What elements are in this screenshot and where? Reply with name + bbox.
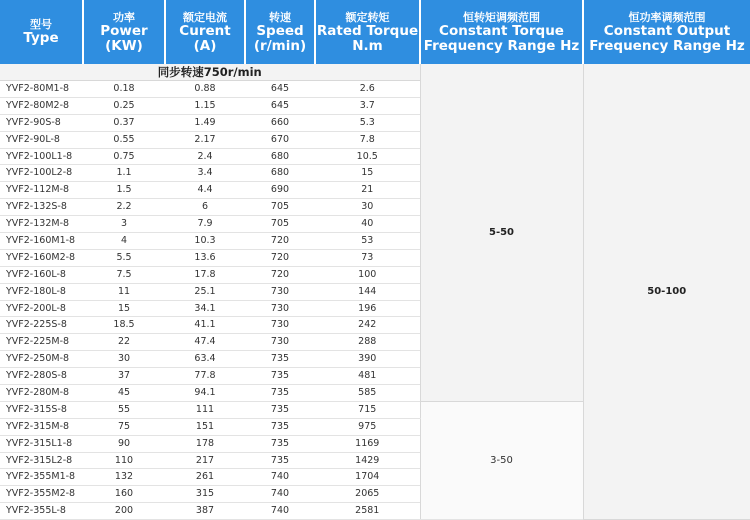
cell-power: 75 (83, 418, 165, 435)
cell-current: 3.4 (165, 165, 245, 182)
cell-current: 217 (165, 452, 245, 469)
header-row (0, 0, 750, 64)
cell-speed: 740 (245, 503, 315, 520)
cell-type: YVF2-280S-8 (0, 368, 83, 385)
cell-torque: 21 (315, 182, 420, 199)
cell-torque: 975 (315, 418, 420, 435)
cell-type: YVF2-90L-8 (0, 131, 83, 148)
cell-speed: 735 (245, 435, 315, 452)
constant-torque-range: 5-50 (420, 64, 583, 401)
sync-speed-label: 同步转速750r/min (0, 64, 420, 81)
cell-speed: 740 (245, 469, 315, 486)
cell-torque: 2065 (315, 486, 420, 503)
cell-speed: 645 (245, 97, 315, 114)
cell-current: 94.1 (165, 385, 245, 402)
cell-power: 0.37 (83, 114, 165, 131)
cell-current: 13.6 (165, 249, 245, 266)
cell-current: 2.4 (165, 148, 245, 165)
constant-output-range: 50-100 (583, 64, 750, 520)
cell-torque: 15 (315, 165, 420, 182)
cell-power: 200 (83, 503, 165, 520)
cell-speed: 735 (245, 351, 315, 368)
cell-torque: 1169 (315, 435, 420, 452)
cell-power: 45 (83, 385, 165, 402)
cell-torque: 7.8 (315, 131, 420, 148)
column-header-zh: 转速 (269, 10, 291, 24)
cell-type: YVF2-315M-8 (0, 418, 83, 435)
column-header-en: Constant Torque Frequency Range Hz (423, 22, 580, 54)
cropped-bottom-text (0, 494, 750, 502)
cell-current: 25.1 (165, 283, 245, 300)
cell-current: 63.4 (165, 351, 245, 368)
column-header-0 (0, 0, 83, 64)
column-header-en: Speed (r/min) (253, 22, 307, 54)
column-header-3 (245, 0, 315, 64)
cell-speed: 730 (245, 283, 315, 300)
cell-torque: 30 (315, 199, 420, 216)
cell-current: 0.88 (165, 81, 245, 98)
cell-power: 22 (83, 334, 165, 351)
column-header-1 (83, 0, 165, 64)
cell-power: 55 (83, 401, 165, 418)
cell-type: YVF2-80M2-8 (0, 97, 83, 114)
cell-power: 0.75 (83, 148, 165, 165)
cell-power: 132 (83, 469, 165, 486)
column-header-5 (420, 0, 583, 64)
cell-power: 30 (83, 351, 165, 368)
cell-type: YVF2-100L2-8 (0, 165, 83, 182)
cell-type: YVF2-160M1-8 (0, 233, 83, 250)
cell-current: 111 (165, 401, 245, 418)
cell-torque: 390 (315, 351, 420, 368)
cell-speed: 705 (245, 199, 315, 216)
cell-power: 110 (83, 452, 165, 469)
cell-torque: 715 (315, 401, 420, 418)
cell-speed: 730 (245, 317, 315, 334)
cell-type: YVF2-132S-8 (0, 199, 83, 216)
cell-current: 10.3 (165, 233, 245, 250)
cell-power: 15 (83, 300, 165, 317)
cell-current: 17.8 (165, 266, 245, 283)
cell-current: 4.4 (165, 182, 245, 199)
cell-type: YVF2-80M1-8 (0, 81, 83, 98)
cell-current: 41.1 (165, 317, 245, 334)
cell-torque: 73 (315, 249, 420, 266)
cell-speed: 730 (245, 300, 315, 317)
cell-torque: 288 (315, 334, 420, 351)
column-header-en: Rated Torque N.m (316, 22, 419, 54)
cell-type: YVF2-250M-8 (0, 351, 83, 368)
cell-power: 5.5 (83, 249, 165, 266)
cell-speed: 690 (245, 182, 315, 199)
cell-power: 160 (83, 486, 165, 503)
cell-power: 11 (83, 283, 165, 300)
cell-speed: 735 (245, 418, 315, 435)
cell-type: YVF2-112M-8 (0, 182, 83, 199)
cell-speed: 720 (245, 249, 315, 266)
cell-type: YVF2-315L2-8 (0, 452, 83, 469)
cell-speed: 735 (245, 368, 315, 385)
cell-current: 315 (165, 486, 245, 503)
cell-speed: 680 (245, 165, 315, 182)
cell-type: YVF2-355M2-8 (0, 486, 83, 503)
cell-torque: 40 (315, 216, 420, 233)
cell-torque: 53 (315, 233, 420, 250)
cell-power: 0.25 (83, 97, 165, 114)
cell-power: 4 (83, 233, 165, 250)
cell-speed: 660 (245, 114, 315, 131)
column-header-2 (165, 0, 245, 64)
cell-power: 3 (83, 216, 165, 233)
cell-speed: 645 (245, 81, 315, 98)
cell-type: YVF2-90S-8 (0, 114, 83, 131)
column-header-zh: 恒转矩调频范围 (463, 10, 540, 24)
cell-speed: 735 (245, 401, 315, 418)
column-header-4 (315, 0, 420, 64)
cell-type: YVF2-132M-8 (0, 216, 83, 233)
cell-type: YVF2-355M1-8 (0, 469, 83, 486)
cell-power: 7.5 (83, 266, 165, 283)
cell-type: YVF2-100L1-8 (0, 148, 83, 165)
cell-torque: 2.6 (315, 81, 420, 98)
cell-type: YVF2-200L-8 (0, 300, 83, 317)
cell-power: 1.1 (83, 165, 165, 182)
cell-power: 0.55 (83, 131, 165, 148)
column-header-zh: 功率 (113, 10, 135, 24)
cell-speed: 735 (245, 452, 315, 469)
cell-torque: 1704 (315, 469, 420, 486)
cell-current: 1.49 (165, 114, 245, 131)
cell-type: YVF2-315S-8 (0, 401, 83, 418)
cell-current: 47.4 (165, 334, 245, 351)
column-header-zh: 型号 (30, 18, 52, 31)
cell-power: 37 (83, 368, 165, 385)
cell-current: 7.9 (165, 216, 245, 233)
cell-power: 90 (83, 435, 165, 452)
cell-current: 178 (165, 435, 245, 452)
cell-speed: 705 (245, 216, 315, 233)
cell-current: 261 (165, 469, 245, 486)
cell-speed: 720 (245, 266, 315, 283)
cell-speed: 720 (245, 233, 315, 250)
cell-current: 34.1 (165, 300, 245, 317)
column-header-zh: 额定转矩 (345, 10, 390, 24)
cell-type: YVF2-160L-8 (0, 266, 83, 283)
cell-speed: 730 (245, 334, 315, 351)
cell-type: YVF2-225S-8 (0, 317, 83, 334)
cell-type: YVF2-355L-8 (0, 503, 83, 520)
cell-speed: 735 (245, 385, 315, 402)
constant-torque-range: 3-50 (420, 401, 583, 519)
cell-current: 6 (165, 199, 245, 216)
table-body (0, 64, 750, 520)
column-header-en: Constant Output Frequency Range Hz (589, 22, 745, 54)
cell-torque: 242 (315, 317, 420, 334)
cell-type: YVF2-225M-8 (0, 334, 83, 351)
column-header-6 (583, 0, 750, 64)
cell-current: 2.17 (165, 131, 245, 148)
cell-power: 18.5 (83, 317, 165, 334)
column-header-zh: 额定电流 (183, 10, 227, 24)
cell-torque: 1429 (315, 452, 420, 469)
column-header-en: Type (23, 30, 59, 46)
cell-type: YVF2-180L-8 (0, 283, 83, 300)
cell-current: 1.15 (165, 97, 245, 114)
cell-speed: 670 (245, 131, 315, 148)
cell-torque: 10.5 (315, 148, 420, 165)
cell-power: 1.5 (83, 182, 165, 199)
cell-torque: 2581 (315, 503, 420, 520)
cell-torque: 5.3 (315, 114, 420, 131)
cell-current: 387 (165, 503, 245, 520)
cell-speed: 740 (245, 486, 315, 503)
cell-torque: 3.7 (315, 97, 420, 114)
cell-torque: 196 (315, 300, 420, 317)
cell-type: YVF2-160M2-8 (0, 249, 83, 266)
cell-torque: 585 (315, 385, 420, 402)
cell-torque: 144 (315, 283, 420, 300)
column-header-en: Curent (A) (179, 22, 231, 54)
cell-power: 0.18 (83, 81, 165, 98)
column-header-en: Power (KW) (100, 22, 148, 54)
cell-type: YVF2-315L1-8 (0, 435, 83, 452)
sync-speed-row (0, 64, 750, 81)
column-header-zh: 恒功率调频范围 (628, 10, 706, 24)
cell-type: YVF2-280M-8 (0, 385, 83, 402)
cell-speed: 680 (245, 148, 315, 165)
cell-current: 77.8 (165, 368, 245, 385)
cell-torque: 100 (315, 266, 420, 283)
cell-current: 151 (165, 418, 245, 435)
cell-torque: 481 (315, 368, 420, 385)
cell-power: 2.2 (83, 199, 165, 216)
